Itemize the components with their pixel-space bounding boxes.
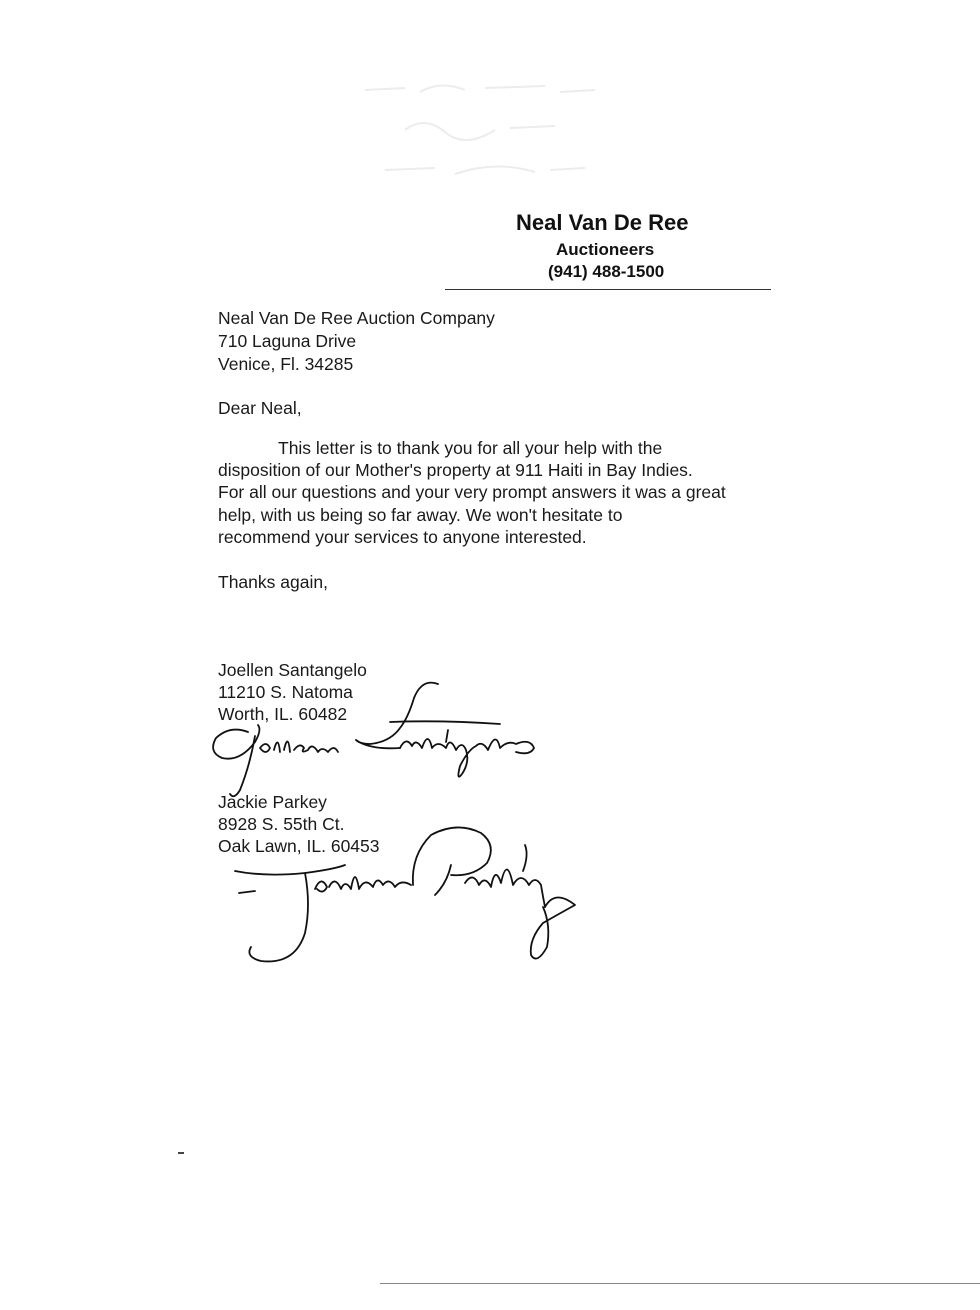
salutation: Dear Neal, <box>218 398 302 418</box>
signer-2-street: 8928 S. 55th Ct. <box>218 814 345 834</box>
recipient-city: Venice, Fl. 34285 <box>218 354 354 374</box>
letterhead-divider <box>445 289 771 290</box>
scan-speck <box>178 1152 184 1154</box>
signature-1 <box>200 670 550 800</box>
signer-1-street: 11210 S. Natoma <box>218 682 353 702</box>
body-line: disposition of our Mother's property at 911 Haiti in Bay Indies. <box>218 460 693 481</box>
letterhead-name: Neal Van De Ree <box>516 210 689 235</box>
letterhead-phone: (941) 488-1500 <box>548 262 665 281</box>
page-bottom-edge <box>380 1283 980 1284</box>
recipient-street: 710 Laguna Drive <box>218 331 357 351</box>
body-line: This letter is to thank you for all your help with the <box>278 438 663 458</box>
body-line: For all our questions and your very prompt answers it was a great <box>218 482 726 503</box>
body-line: recommend your services to anyone interested. <box>218 526 587 547</box>
signer-1-city: Worth, IL. 60482 <box>218 704 348 724</box>
closing: Thanks again, <box>218 572 328 592</box>
signer-2-city: Oak Lawn, IL. 60453 <box>218 836 380 856</box>
letterhead-subtitle: Auctioneers <box>556 240 655 259</box>
letter-body <box>218 437 778 548</box>
bleed-through-mark <box>345 70 625 210</box>
signature-2 <box>225 815 595 975</box>
signer-2-name: Jackie Parkey <box>218 792 327 812</box>
signer-1-name: Joellen Santangelo <box>218 660 367 680</box>
body-line: help, with us being so far away. We won't hesitate to <box>218 504 623 525</box>
recipient-name: Neal Van De Ree Auction Company <box>218 308 495 328</box>
